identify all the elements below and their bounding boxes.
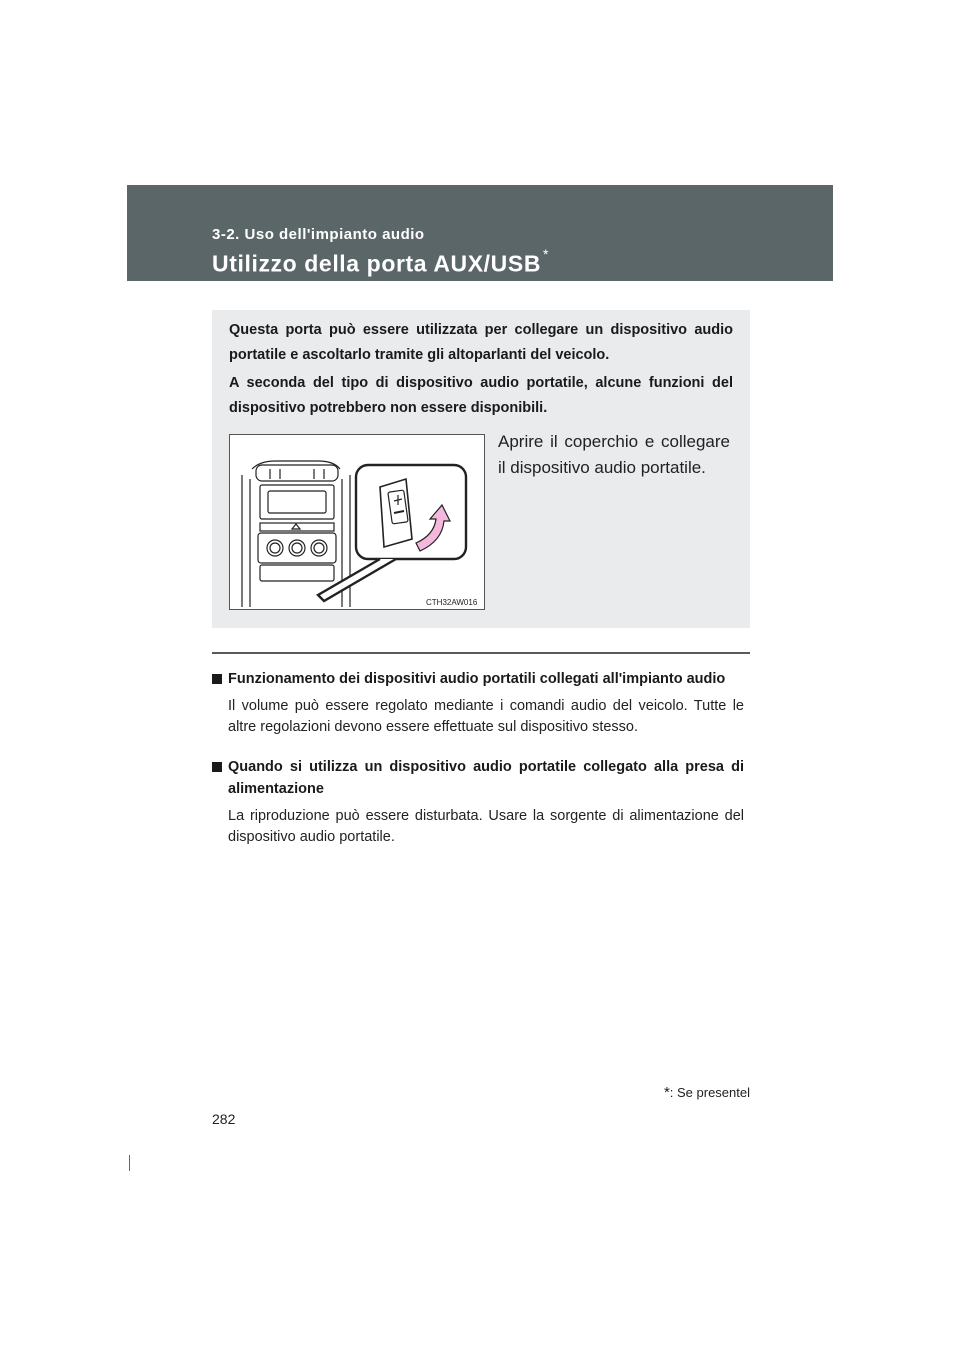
note-portable-devices <box>212 668 744 738</box>
dashboard-illustration <box>229 434 485 610</box>
bullet-square-icon <box>212 674 222 684</box>
page-title-text: Utilizzo della porta AUX/USB <box>212 250 542 277</box>
intro-paragraph-1: Questa porta può essere utilizzata per collegare un dispositivo audio portatile e ascoltarlo tramite gli altoparlanti del veicolo. <box>229 322 733 363</box>
intro-paragraph-2: A seconda del tipo di dispositivo audio portatile, alcune funzioni del dispositivo potrebbero non essere disponibili. <box>229 375 733 416</box>
page-number: 282 <box>212 1111 236 1127</box>
note-heading-text: Funzionamento dei dispositivi audio portatili collegati all'impianto audio <box>228 671 726 687</box>
note-power-outlet <box>212 756 744 848</box>
note-body: La riproduzione può essere disturbata. Usare la sorgente di alimentazione del dispositivo audio portatile. <box>228 808 744 845</box>
note-body: Il volume può essere regolato mediante i comandi audio del veicolo. Tutte le altre regolazioni devono essere effettuate sul dispositivo stesso. <box>228 698 744 735</box>
dashboard-usb-port-drawing <box>230 435 484 609</box>
bullet-square-icon <box>212 762 222 772</box>
asterisk-icon: * <box>663 1084 670 1101</box>
figure-caption: Aprire il coperchio e collegare il dispositivo audio portatile. <box>498 432 730 477</box>
note-heading-text: Quando si utilizza un dispositivo audio portatile collegato alla presa di alimentazione <box>228 759 744 797</box>
footnote-text: : Se presentel <box>669 1085 750 1100</box>
open-arrow-icon <box>416 505 450 551</box>
margin-mark <box>129 1155 130 1171</box>
section-divider <box>212 652 750 654</box>
section-label: 3-2. Uso dell'impianto audio <box>212 226 425 243</box>
figure-code: CTH32AW016 <box>426 598 478 607</box>
note-heading <box>212 756 744 800</box>
note-heading <box>212 668 744 690</box>
page-title <box>212 246 550 278</box>
optional-mark: * <box>543 246 550 262</box>
footnote <box>664 1084 750 1101</box>
